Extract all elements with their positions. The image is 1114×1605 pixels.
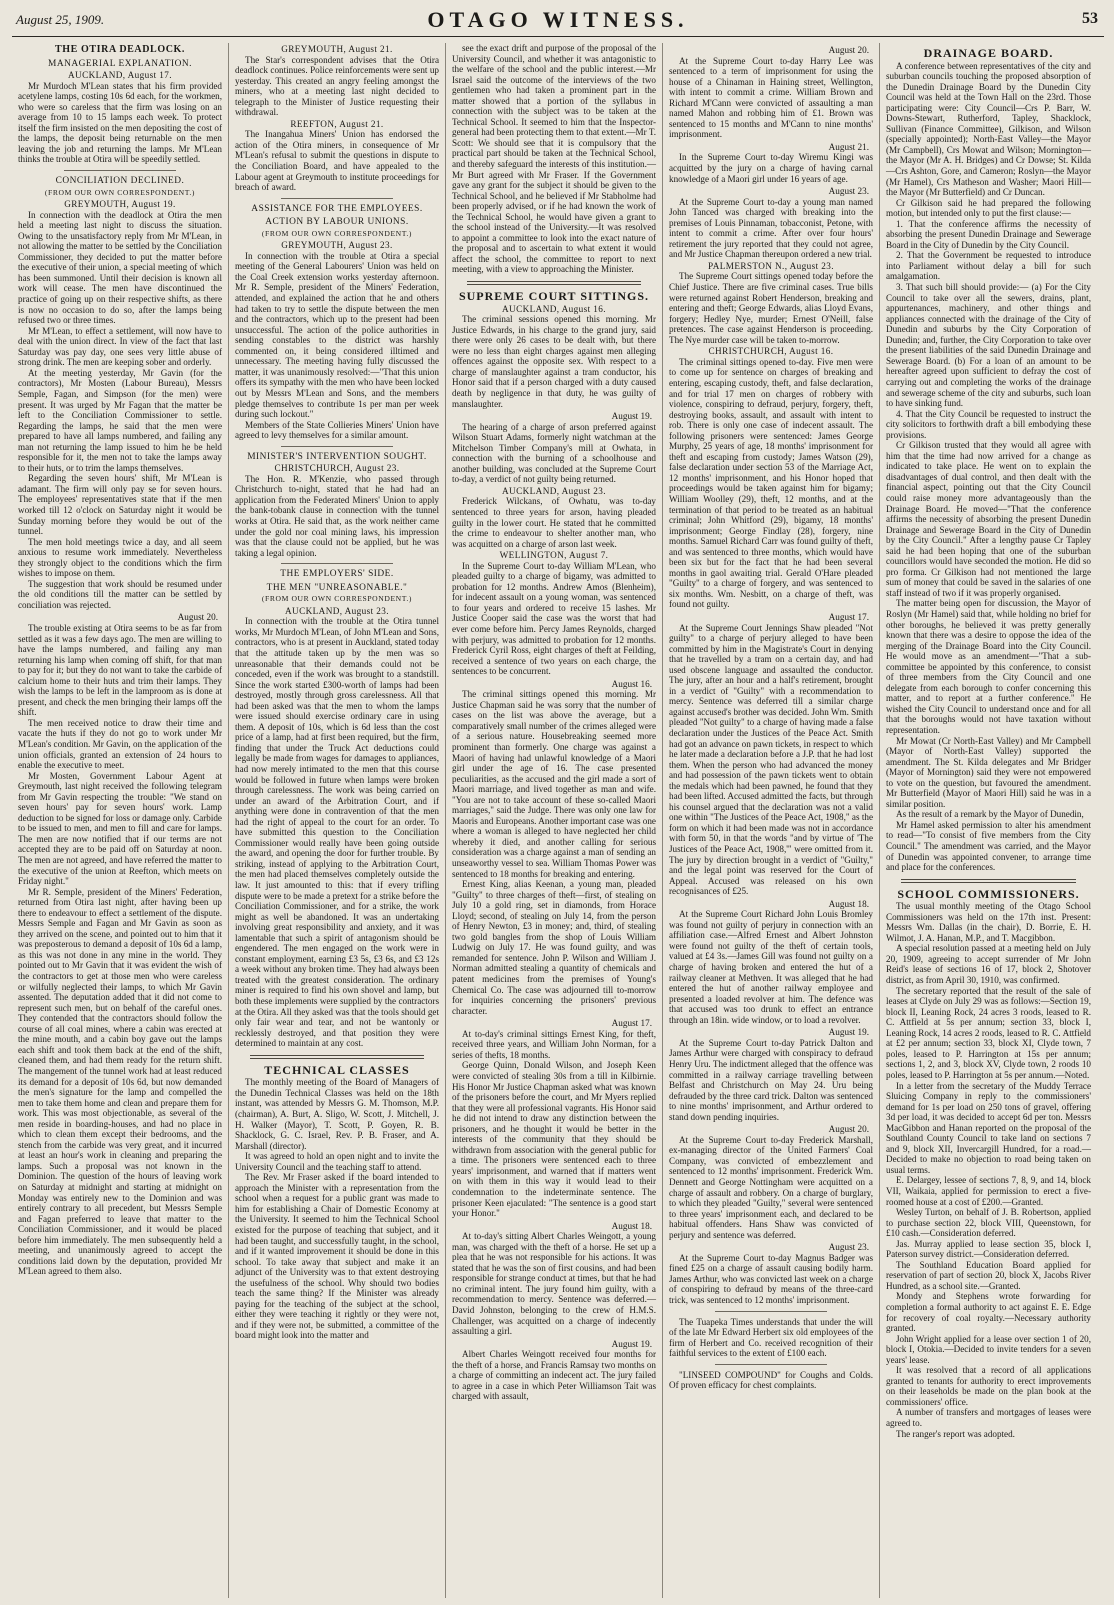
paragraph: George Quinn, Donald Wilson, and Joseph Keen were convicted of stealing 30s from a till in Kilbirnie. His Honor Mr Justice Chapman asked what was known of the prisoners before the court, and Mr Myers replied that they were all professional vagrants. His Honor said he did not intend to draw any distinction between the prisoners, and he thought it would be better in the interests of the community that they should be withdrawn from association with the general public for a time. The prisoners were sentenced each to three years' imprisonment, and warned that if matters went on with them in this way it would lead to their condemnation to the indeterminate sentence. The prisoner Keen ejaculated: "The sentence is a good start your Honor." — [452, 1060, 656, 1219]
paragraph: Mr Mosten, Government Labour Agent at Greymouth, last night received the following telegram from Mr Gavin respecting the trouble: "We stand on seven hours' pay for seven hours' work. Lamp deduction to be signed for loss or damage only. Carbide to be issued to men, and men to fill and care for lamps. The men are now notified that if our terms are not accepted they are to be paid off on Saturday at noon. The men are not agreed, and have referred the matter to the executive of the union at Reefton, which meets on Friday night." — [18, 770, 222, 887]
subhead-managerial: MANAGERIAL EXPLANATION. — [48, 58, 192, 69]
paragraph: The monthly meeting of the Board of Managers of the Dunedin Technical Classes was held on the 18th instant, was attended by Messrs G. M. Thomson, M.P. (chairman), A. Burt, A. Sligo, W. Scott, J. Mitchell, J. H. Walker (Mayor), T. Scott, P. Goyen, R. B. Shacklock, G. C. Israel, Rev. P. B. Fraser, and A. Marshall (director). — [235, 1077, 439, 1151]
paragraph: At the Supreme Court to-day Patrick Dalton and James Arthur were charged with conspiracy to defraud Henry Uru. The indictment alleged that the offence was committed in a railway carriage travelling between Belfast and Christchurch on May 24. Uru being defrauded by the three card trick. Dalton was sentenced to nine months' imprisonment, and Arthur ordered to stand down pending inquiries. — [669, 1037, 873, 1122]
page-header — [12, 6, 1104, 37]
subhead-action: ACTION BY LABOUR UNIONS. — [265, 217, 409, 228]
divider — [64, 170, 176, 171]
paragraph: Cr Gilkison trusted that they would all agree with him that the time had now arrived for a change as indicated to take place. He went on to explain the disadvantages of dual control, and then dealt with the financial aspect, pointing out that the City Council could raise money more advantageously than the Drainage Board. He moved—"That the conference affirms the necessity of absorbing the present Dunedin Drainage and Sewerage Board in the City of Dunedin by the City Council." After a lengthy pause Cr Tapley said he had been hoping that one of the suburban councillors would have seconded the motion. He did so pro forma. Cr Gilkison had not mentioned the large sum of money that could be saved in the salaries of one staff instead of two if it was properly organised. — [886, 440, 1091, 598]
column-container — [12, 43, 1104, 1598]
paragraph: At the Supreme Court to-day a young man named John Tanced was charged with breaking into the premises of Louis Pinnaman, tobacconist, Petone, with intent to commit a crime. After over four hours' retirement the jury reported that they could not agree, and Mr Justice Chapman thereupon ordered a new trial. — [669, 196, 873, 260]
paragraph: At the meeting yesterday, Mr Gavin (for the contractors), Mr Mosten (Labour Bureau), Messrs Semple, Fagan, and Simpson (for the men) were present. It was urged by Mr Fagan that the matter be left to the Conciliation Commissioner to settle. Regarding the lamps, he said that the men were prepared to have all lamps numbered, and failing any man not returning the lamp issued to him he be held responsible for it, the men not to take the lamps away to their huts, or to trim the lamps themselves. — [18, 367, 222, 473]
dateline: August 16. — [611, 678, 652, 689]
paragraph: The men received notice to draw their time and vacate the huts if they do not go to work under Mr M'Lean's condition. Mr Gavin, on the application of the union officials, granted an extension of 24 hours to enable the executive to meet. — [18, 717, 222, 771]
paragraph: It was agreed to hold an open night and to invite the University Council and the teaching staff to attend. — [235, 1151, 439, 1172]
article-title-supreme-court: SUPREME COURT SITTINGS. — [458, 289, 650, 304]
dateline: CHRISTCHURCH, August 23. — [274, 463, 400, 474]
paragraph: In the Supreme Court to-day Wiremu Kingi was acquitted by the jury on a charge of having carnal knowledge of a Maori girl under 16 years of age. — [669, 152, 873, 184]
paragraph: Cr Gilkison said he had prepared the following motion, but intended only to put the first clause:— — [886, 197, 1091, 219]
paragraph: 4. That the City Council be requested to instruct the city solicitors to forthwith draft a bill embodying these provisions. — [886, 408, 1091, 440]
paragraph: The Hon. R. M'Kenzie, who passed through Christchurch to-night, stated that he had had an application from the Federated Miners' Union to apply the bank-tobank clause in connection with the tunnel works at Otira. He said that, as the work neither came under the gold nor coal mining laws, his impression was that the clause could not be applied, but he was taking a legal opinion. — [235, 473, 439, 558]
divider — [281, 446, 393, 447]
article-title-school-commissioners: SCHOOL COMMISSIONERS. — [897, 886, 1080, 901]
source-line: (FROM OUR OWN CORRESPONDENT.) — [261, 594, 413, 604]
dateline: AUCKLAND, August 23. — [502, 485, 606, 496]
article-title-otira: THE OTIRA DEADLOCK. — [54, 44, 186, 55]
dateline: August 18. — [828, 898, 869, 909]
paragraph: John Wright applied for a lease over section 1 of 20, block I, Otokia.—Decided to invite tenders for a seven years' lease. — [886, 1333, 1091, 1365]
paragraph: Frederick Wilckans, of Owhatu, was to-day sentenced to three years for arson, having pleaded guilty in the lower court. He stated that he committed the crime to endeavour to shelter another man, who was acquitted on a charge of arson last week. — [452, 496, 656, 549]
dateline: August 18. — [611, 1220, 652, 1231]
paragraph: Mr Hamel asked permission to alter his amendment to read—"To consist of five members from the City Council." The amendment was carried, and the Mayor of Dunedin was appointed convener, to arrange time and place for the conferences. — [886, 819, 1091, 873]
paragraph: A number of transfers and mortgages of leases were agreed to. — [886, 1407, 1091, 1428]
paragraph: A conference between representatives of the city and suburban councils touching the proposed absorption of the Dunedin Drainage Board by the Dunedin City Council was held at the Town Hall on the 23rd. Those participating were: City Council—Crs P. Barr, W. Downs-Stewart, Rutherford, Tapley, Shacklock, Sullivan (Finance Committee), Gilkison, and Wilson (specially appointed); North-East Valley—the Mayor (Mr Campbell), Crs Mowat and Wilson; Mornington—the Mayor (Mr A. H. Bridges) and Cr Dowse; St. Kilda—Crs Ashton, Gore, and Cameron; Roslyn—the Mayor (Mr Hamel), Crs Matheson and Washer; Maori Hill—the Mayor (Mr Butterfield) and Cr Duncan. — [886, 60, 1091, 198]
paragraph: At the Supreme Court to-day Frederick Marshall, ex-managing director of the United Farmers' Coal Company, was convicted of embezzlement and sentenced to 12 months' imprisonment. Frederick Wm. Dennett and George Nottingham were acquitted on a charge of assault and robbery. On a charge of burglary, to which they pleaded "Guilty," several were sentenced to three years' imprisonment each, and declared to be habitual offenders. Hans Shaw was convicted of perjury and sentence was deferred. — [669, 1134, 873, 1240]
subhead-conciliation: CONCILIATION DECLINED. — [55, 176, 185, 187]
paragraph: Members of the State Collieries Miners' Union have agreed to levy themselves for a similar amount. — [235, 419, 439, 441]
paragraph: The ranger's report was adopted. — [896, 1428, 1015, 1439]
paragraph: The suggestion that work should be resumed under the old conditions till the matter can be settled by conciliation was rejected. — [18, 578, 222, 610]
dateline: AUCKLAND, August 16. — [502, 303, 606, 314]
paragraph: In connection with the trouble at the Otira tunnel works, Mr Murdoch M'Lean, of John M'Lean and Sons, contractors, who is at present in Auckland, stated today that the attitude taken up by the men was so unreasonable that their demands could not be conceded, even if the work was brought to a standstill. Since the work started £300-worth of lamps had been destroyed, mostly through gross carelessness. All that had been asked was that the men to whom the lamps were issued should exercise ordinary care in using them. A deposit of 10s, which is 6d less than the cost price of a lamp, had at first been required, but the firm, finding that under the Truck Act deductions could legally be made from wages for damages to appliances, had now merely intimated to the men that this course would be followed in future when lamps were broken through carelessness. The work was being carried on under an award of the Arbitration Court, and if anything were done in contravention of that the men had the right of appeal to the court for an order. To have submitted this question to the Conciliation Commissioner would really have been going outside the award, and opening the door for further trouble. By striking, instead of applying to the Arbitration Court, the men had placed themselves completely outside the law. It just amounted to this: that if every trifling dispute were to be made a pretext for a strike before the Conciliation Commissioner, and for a strike, the work might as well be abandoned. It was an undertaking involving great responsibility and anxiety, and it was lamentable that such a spirit of antagonism should be engendered. The men engaged on the work were in constant employment, earning £3 5s, £3 6s, and £3 12s a week without any broken time. They had always been treated with the greatest consideration. The ordinary miner is required to find his own shovel and lamp, but both these implements were supplied by the contractors at the Otira. All they asked was that the tools should get only fair wear and tear, and not be wantonly or recklessly destroyed, and that position they were determined to maintain at any cost. — [235, 616, 439, 1049]
paragraph: The hearing of a charge of arson preferred against Wilson Stuart Adams, formerly night watchman at the Mitchelson Timber Company's mill at Owhata, in connection with the burning of a schoolhouse and another building, was concluded at the Supreme Court to-day, a verdict of not guilty being returned. — [452, 421, 656, 485]
dateline: PALMERSTON N., August 23. — [708, 260, 834, 271]
divider — [281, 563, 393, 564]
paragraph: see the exact drift and purpose of the proposal of the University Council, and whether it was antagonistic to the welfare of the school and the public interest.—Mr Israel said the outcome of the interviews of the two gentlemen who had taken a prominent part in the matter showed that a portion of the syllabus in connection with the subject was to be taken at the Technical School. It seemed to him that the Inspector-general had been protecting them to that extent.—Mr T. Scott: We should see that it is compulsory that the practical part should be taken at the Technical School, and thereby safeguard the interests of this institution.—Mr Burt agreed with Mr Fraser. If the Government gave any grant for the subject it should be given to the Technical School, and he believed if Mr Stabholme had been properly advised, or if he had known the work of the Technical School, he would have given a grant to the school instead of the University.—It was resolved to appoint a committee to look into the exact nature of the proposal and to ascertain to what extent it would affect the school, the committee to report to next meeting, with a view to approaching the Minister. — [452, 43, 656, 275]
paragraph: Mr M'Lean, to effect a settlement, will now have to deal with the union direct. In view of the fact that last Saturday was pay day, one sees very little abuse of strong drink. The men are keeping sober and orderly. — [18, 325, 222, 368]
paragraph: Mr R. Semple, president of the Miners' Federation, returned from Otira last night, after having been up there to endeavour to effect a settlement of the dispute. Messrs Semple and Fagan and Mr Gavin as soon as they arrived on the scene, and pointed out to him that it was preposterous to demand a deposit of 10s 6d a lamp, as this was not done in any mine in the world. They pointed out to Mr Gavin that it was evident the wish of the contractors to get at those men who were careless or wilfully neglected their lamps, to which Mr Gavin assented. The deputation added that it did not come to represent such men, but on behalf of the careful ones. They contended that the contractors should follow the course of all coal mines, where a cabin was erected at the mine mouth, and a cabin boy gave out the lamps each shift and took them back at the end of the shift, cleaned them, and had them ready for the return shift. The mangement of the tunnel work had at least reduced its demand for a deposit of 10s 6d, but now demanded the men's signature for the lamp and compelled the men to take them home and clean and prepare them for work. This was most objectionable, as several of the men reside in boarding-houses, and had no place in which to clean them except their bedrooms, and the stench from the carbide was very great, and it incurred at least an hour's work in cleaning and preparing the lamps. Such a proposal was not known in the Dominion. The question of the hours of leaving work on Saturday at midnight and starting at midnight on Monday was entirely new to the Dominion and was entirely contrary to all precedent, but Messrs Semple and Fagan preferred to leave that matter to the Conciliation Commissioner, and it would be placed before him immediately. The men subsequently held a meeting, and unanimously agreed to accept the conditions laid down by the deputation, provided Mr M'Lean agreed to them also. — [18, 886, 223, 1277]
paragraph: The Southland Education Board applied for reservation of part of section 20, block X, Jacobs River Hundred, as a school site.—Granted. — [886, 1259, 1091, 1291]
divider — [281, 198, 393, 199]
double-divider — [250, 1055, 423, 1059]
dateline: CHRISTCHURCH, August 16. — [708, 346, 834, 357]
paragraph: The Star's correspondent advises that the Otira deadlock continues. Police reinforcements were sent up yesterday. This created an angry feeling amongst the miners, who at a meeting last night decided to telegraph to the Minister of Justice requesting their withdrawal. — [235, 54, 439, 118]
dateline: AUCKLAND, August 23. — [285, 605, 389, 616]
paragraph: E. Delargey, lessee of sections 7, 8, 9, and 14, block VII, Waikaia, applied for permission to erect a five-roomed house at a cost of £200.—Granted. — [886, 1175, 1091, 1207]
column-5 — [880, 43, 1097, 1598]
dateline: August 19. — [611, 1338, 652, 1349]
paragraph: As the result of a remark by the Mayor of Dunedin, — [896, 809, 1084, 820]
source-line: (FROM OUR OWN CORRESPONDENT.) — [261, 228, 413, 238]
paragraph: Regarding the seven hours' shift, Mr M'Lean is adamant. The firm will only pay se for seven hours. The employees' representatives state that if the men worked till 12 o'clock on Saturday night it would be Sunday morning before they would be out of the tunnel. — [18, 473, 222, 537]
dateline: August 17. — [828, 611, 869, 622]
subhead-assistance: ASSISTANCE FOR THE EMPLOYEES. — [251, 203, 423, 214]
divider — [715, 1364, 827, 1365]
paragraph: In connection with the deadlock at Otira the men held a meeting last night to discuss the situation. Owing to the unsatisfactory reply from Mr M'Lean, in not allowing the matter to be settled by the Conciliation Commissioner, they decided to put the matter before the executive of their union, a special meeting of which has been summoned. Until their decision is known all work will cease. The men have discontinued the practice of going up on their respective shifts, as there is now no occasion to do so, after the lamps being refused two or three times. — [18, 209, 222, 326]
subhead-unreasonable: THE MEN "UNREASONABLE." — [266, 582, 408, 593]
subhead-employers: THE EMPLOYERS' SIDE. — [280, 569, 394, 580]
paragraph: The criminal sittings opened this morning. Mr Justice Chapman said he was sorry that the number of cases on the list was above the average, but a comparatively small number of the crimes alleged were of a serious nature. Housebreaking seemed more prominent than formerly. One charge was against a Maori of having had unlawful knowledge of a Maori girl under the age of 16. The case presented peculiarities, as the accused and the girl made a sort of Maori marriage, and lived together as man and wife. "You are not to take account of these so-called Maori marriages," said the Judge. There was only one law for Maoris and Europeans. Another important case was one where a woman is alleged to have neglected her child whereby it died, and another calling for serious consideration was a charge against a man of sending an unseaworthy vessel to sea. William Thomas Power was sentenced to 18 months for breaking and entering. — [452, 689, 656, 879]
dateline: August 19. — [828, 1027, 869, 1038]
dateline: August 17. — [611, 1018, 652, 1029]
paragraph: Jas. Murray applied to lease section 35, block I, Paterson survey district.—Consideration deferred. — [886, 1238, 1091, 1260]
column-4 — [663, 43, 880, 1598]
column-3 — [446, 43, 663, 1598]
paragraph: The secretary reported that the result of the sale of leases at Clyde on July 29 was as follows:—Section 19, block II, Leaning Rock, 24 acres 3 roods, leased to R. C. Attfield at 5s per annum; section 33, block I, Leaning Rock, 14 acres 2 roods, leased to R. C. Attfield at £2 per annum; section 33, block XI, Clyde town, 7 poles, leased to P. Harrington at 15s per annum; sections 1, 2, and 3, block XV, Clyde town, 2 roods 10 poles, leased to P. Harrington at 5s per annum.—Noted. — [886, 985, 1091, 1080]
paragraph: Mondy and Stephens wrote forwarding for completion a formal authority to act against E. E. Edge for recovery of coal royalty.—Necessary authority granted. — [886, 1291, 1091, 1334]
dateline: August 20. — [828, 1124, 869, 1135]
paragraph: The Tuapeka Times understands that under the will of the late Mr Edward Herbert six old employees of the firm of Herbert and Co. received recognition of their faithful services to the extent of £100 each. — [669, 1316, 873, 1359]
paragraph: The matter being open for discussion, the Mayor of Roslyn (Mr Hamel) said that, while holding no brief for other boroughs, he believed it was pretty generally known that there was a desire to oppose the idea of the merging of the Drainage Board into the City Council. He would move as an amendment—"That a sub-committee be appointed by this conference, to consist of three members from the City Council and one delegate from each borough to confer concerning this matter, and to report at a further conference." He wished the City Council to understand once and for all that the boroughs would not have taxation without representation. — [886, 598, 1091, 735]
paragraph: A special resolution passed at a meeting held on July 20, 1909, agreeing to accept surrender of Mr John Reid's lease of sections 16 of 17, block 2, Shotover district, as from April 30, 1910, was confirmed. — [886, 943, 1091, 986]
paragraph: At to-day's criminal sittings Ernest King, for theft, received three years, and William John Norman, for a series of thefts, 18 months. — [452, 1028, 656, 1060]
issue-date: August 25, 1909. — [16, 12, 105, 27]
column-1 — [12, 43, 229, 1598]
paragraph: It was resolved that a record of all applications granted to tenants for authority to erect improvements on their leaseholds be made on the plan book at the commissioners' office. — [886, 1365, 1091, 1407]
dateline: AUCKLAND, August 17. — [68, 70, 172, 81]
dateline: WELLINGTON, August 7. — [499, 550, 609, 561]
paragraph: 1. That the conference affirms the necessity of absorbing the present Dunedin Drainage and Sewerage Board in the City of Dunedin by the City Council. — [886, 218, 1091, 250]
paragraph: The Rev. Mr Fraser asked if the board intended to approach the Minister with a representation from the school when a request for a public grant was made to him for establishing a Chair of Domestic Economy at the University. It seemed to him the Technical School existed for the purpose of teaching that subject, and it had been taught, and successfully taught, in the school, and if it wanted improvement it should be done in this school. To take away that subject and make it an adjunct of the University was to that extent destroying the usefulness of the school. Why should two bodies teach the same thing? If the Minister was already paying for the teaching of the subject at the school, either they were teaching it rightly or they were not, and if they were not, be submitted, a committee of the board might look into the matter and — [235, 1172, 439, 1341]
dateline: August 21. — [828, 141, 869, 152]
dateline: August 23. — [828, 1242, 869, 1253]
double-divider — [467, 281, 640, 285]
dateline: August 20. — [828, 45, 869, 55]
paragraph: 2. That the Government be requested to introduce into Parliament without delay a bill for such amalgamation. — [886, 250, 1091, 282]
paragraph: The Inangahua Miners' Union has endorsed the action of the Otira miners, in consequence of Mr M'Lean's refusal to submit the questions in dispute to the Conciliation Board, and have appealed to the Labour agent at Greymouth to institute proceedings for breach of award. — [235, 129, 439, 193]
paragraph: 3. That such bill should provide:— (a) For the City Council to take over all the sewers, drains, plant, appurtenances, machinery, and other things and appliances connected with the drainage of the City of Dunedin and suburbs by the City Corporation of Dunedin; and, further, the City Corporation to take over the present liabilities of the said Dunedin Drainage and Sewerage Board. (b) For a loan of an amount to be hereafter agreed upon sufficient to defray the cost of carrying out and completing the works of the drainage and sewerage scheme of the city and suburbs, such loan to have sinking fund. — [886, 282, 1091, 409]
paragraph: The criminal sessions opened this morning. Mr Justice Edwards, in his charge to the grand jury, said there were only 26 cases to be dealt with, but there were no less than eight charges against men alleging offences against the opposite sex. With respect to a charge of manslaughter against a tram conductor, his Honor said that if a person charged with a duty caused death by negligence in that duty, he was guilty of manslaughter. — [452, 314, 656, 409]
divider — [715, 1311, 827, 1312]
paragraph: At the Supreme Court to-day Magnus Badger was fined £25 on a charge of assault causing bodily harm. James Arthur, who was convicted last week on a charge of conspiring to defraud by means of the three-card trick, was sentenced to 12 months' imprisonment. — [669, 1252, 873, 1305]
paragraph: Mr Mowat (Cr North-East Valley) and Mr Campbell (Mayor of North-East Valley) supported the amendment. The St. Kilda delegates and Mr Bridger (Mayor of Mornington) said they were not empowered to vote on the question, but favoured the amendment. Mr Butterfield (Mayor of Maori Hill) said he was in a similar position. — [886, 735, 1091, 809]
paragraph: The criminal sittings opened to-day. Five men were to come up for sentence on charges of breaking and entering, escaping custody, theft, and false declaration, and for trial 17 men on charges of robbery with violence, conspiring to defraud, perjury, forgery, theft, destroying books, assault, and assault with intent to rob. There is only one case of indecent assault. The following prisoners were sentenced: James George Murphy, 25 years of age, 18 months' imprisonment for theft and escaping from custody; James Watson (29), false declaration under section 53 of the Marriage Act, 12 months' imprisonment, and his Honor hoped that proceedings would be taken against him for bigamy; William Woolley (29), theft, 12 months, and at the termination of that period to be treated as an habitual criminal; John Whitford (29), bigamy, 18 months' imprisonment; George Findlay (28), forgery, nine months. Samuel Richard Carr was found guilty of theft, and was sentenced to three months, which would have been six but for the fact that he had been several months in gaol awaiting trial. Gerald O'Hare pleaded "Guilty" to a charge of forgery, and was sentenced to six months. Wm. Nesbitt, on a charge of theft, was found not guilty. — [669, 356, 873, 610]
column-2 — [229, 43, 446, 1598]
dateline: GREYMOUTH, August 21. — [281, 44, 393, 54]
dateline: REEFTON, August 21. — [290, 118, 384, 129]
dateline: August 19. — [611, 411, 652, 422]
paragraph: The trouble existing at Otira seems to be as far from settled as it was a few days ago. The men are willing to have the lamps numbered, and failing any man returning his lamp when coming off shift, for that man to pay for it; but they do not want to take the carbide of calcium home to their huts and trim their lamps. They wish the lamps to be left in the lamproom as is done at present, and check the men bringing their lamps off the shift. — [18, 622, 222, 718]
paragraph: The usual monthly meeting of the Otago School Commissioners was held on the 17th inst. Present: Messrs Wm. Dallas (in the chair), D. Borrie, E. H. Wilmot, J. A. Hanan, M.P., and T. Macgibbon. — [886, 901, 1091, 943]
paragraph: Mr Murdoch M'Lean states that his firm provided acetylene lamps, costing 10s 6d each, for the workmen, who were so careless that the firm was losing on an average from 10 to 15 lamps each week. To protect itself the firm insisted on the men depositing the cost of the lamps, the deposit being returnable on the men leaving the job and returning the lamps. Mr M'Lean thinks the trouble at Otira will be speedily settled. — [18, 80, 222, 165]
paragraph: Wesley Turton, on behalf of J. B. Robertson, applied to purchase section 22, block VIII, Queenstown, for £10 cash.—Consideration deferred. — [886, 1207, 1091, 1239]
paragraph: The men hold meetings twice a day, and all seem anxious to resume work immediately. Nevertheless they strongly object to the conditions which the firm wishes to impose on them. — [18, 536, 222, 579]
paragraph: In connection with the trouble at Otira a special meeting of the General Labourers' Union was held on the Coal Creek extension works yesterday afternoon. Mr R. Semple, president of the Miners' Federation, attended, and explained the action that he and others had taken to try to settle the dispute between the men and the contractors, which up to the present had been unsuccessful. The action of the police authorities in sending constables to the district was harshly commented on, it being considered illtimed and unnecessary. The meeting having fully discussed the matter, it was unanimously resolved:—"That this union offers its sympathy with the men who have been locked out by Messrs M'Lean and Sons, and the members pledge themselves to contribute 1s per man per week during such lockout." — [235, 250, 439, 420]
paragraph: In a letter from the secretary of the Muddy Terrace Sluicing Company in reply to the commissioners' demand for 1s per load on 250 tons of gravel, offering 3d per load, it was decided to accept 6d per ton. Messrs MacGibbon and Hanan reported on the proposal of the Southland County Council to take land on sections 7 and 9, block XII, Invercargill Hundred, for a road.—Decided to make no objection to road being taken on usual terms. — [886, 1080, 1091, 1175]
source-line: (FROM OUR OWN CORRESPONDENT.) — [44, 187, 196, 197]
dateline: August 23. — [828, 186, 869, 197]
paragraph: Ernest King, alias Keenan, a young man, pleaded "Guilty" to three charges of theft—first, of stealing on July 10 a gold ring, set in diamonds, from Horace Lloyd; second, of stealing on July 14, from the person of Henry Newton, £3 in money; and, third, of stealing two gold bangles from the shop of Louis William Ludwig on July 17. He was found guilty, and was remanded for sentence. John P. Wilson and William J. Norman admitted stealing a quantity of chemicals and patent medicines from the premises of Young's Chemical Co. The case was adjourned till to-morrow for inquiries concerning the prisoners' previous character. — [452, 879, 656, 1016]
subhead-minister: MINISTER'S INTERVENTION SOUGHT. — [247, 451, 427, 462]
paragraph: At to-day's sitting Albert Charles Weingott, a young man, was charged with the theft of a horse. He set up a plea that he was not responsible for his actions. It was stated that he was the son of first cousins, and had been responsible for strange conduct at times, but that he had no criminal intent. The jury found him guilty, with a recommendation to mercy. Sentence was deferred.—David Johnston, belonging to the crew of H.M.S. Challenger, was acquitted on a charge of indecently assaulting a girl. — [452, 1231, 656, 1337]
paragraph: At the Supreme Court Jennings Shaw pleaded "Not guilty" to a charge of perjury alleged to have been committed by him in the Magistrate's Court in denying that he travelled by a tram on a certain day, and had used obscene language and assaulted the conductor. The jury, after an hour and a half's retirement, brought in a verdict of "Guilty" with a recommendation to mercy. Sentence was deferred till a similar charge against accused's brother was decided. John Wm. Smith pleaded "Not guilty" to a charge of having made a false declaration under the Justices of the Peace Act. Smith had got an advance on pawn tickets, in respect to which he later made a declaration before a J.P. that he had lost them. When the person who had advanced the money and had possession of the pawn tickets went to obtain the medals which had been pawned, he found that they had been lifted. Accused admitted the facts, but through his counsel argued that the declaration was not a valid one within "The Justices of the Peace Act, 1908," as the form on which it had been made was not in accordance with form 50, in that the words "and by virtue of 'The Justices of the Peace Act, 1908,'" were omitted from it. The jury by direction brought in a verdict of "Guilty," and the legal point was reserved for the Court of Appeal. Accused was released on his own recognisances of £25. — [669, 622, 873, 897]
article-title-technical: TECHNICAL CLASSES — [264, 1062, 410, 1077]
paragraph: In the Supreme Court to-day William M'Lean, who pleaded guilty to a charge of bigamy, was admitted to probation for 12 months. Andrew Amos (Blenheim), for indecent assault on a young woman, was sentenced to four years and ordered to receive 15 lashes. Mr Justice Cooper said the case was the worst that had ever come before him. Percy James Reynolds, charged with perjury, was admitted to probation for 12 months. Frederick Cyril Ross, eight charges of theft at Feilding, received a sentence of two years on each charge, the sentences to be concurrent. — [452, 560, 656, 677]
paragraph: At the Supreme Court Richard John Louis Bromley was found not guilty of perjury in connection with an affiliation case.—Alfred Ernest and Albert Johnston were found not guilty of the theft of certain tools, valued at £4 3s.—James Gill was found not guilty on a charge of having broken and entered the hut of a railway cleaner at Methven. It was alleged that he had entered the hut of another railway employee and presented a loaded revolver at him. The defence was that accused was too drunk to effect an entrance through an 18in. wide window, or to load a revolver. — [669, 909, 873, 1025]
dateline: GREYMOUTH, August 19. — [64, 199, 176, 210]
advertisement: "LINSEED COMPOUND" for Coughs and Colds. Of proven efficacy for chest complaints. — [669, 1369, 873, 1391]
paragraph: Albert Charles Weingott received four months for the theft of a horse, and Francis Ramsay two months on a charge of committing an indecent act. The jury failed to agree in a case in which Peter Williamson Tait was charged with assault, — [452, 1349, 656, 1402]
dateline: GREYMOUTH, August 23. — [281, 240, 393, 251]
dateline: August 20. — [177, 612, 218, 623]
paragraph: The Supreme Court sittings opened today before the Chief Justice. There are five criminal cases. True bills were returned against Robert Henderson, breaking and entering and theft; George Edwards, alias Lloyd Evans, forgery; Hedley Nye, murder; Ernest O'Neill, false pretences. The case against Henderson is proceeding. The Nye murder case will be taken to-morrow. — [669, 271, 873, 345]
paragraph: At the Supreme Court to-day Harry Lee was sentenced to a term of imprisonment for using the house of a Chinaman in Haining street, Wellington, with intent to commit a crime. William Brown and Richard M'Cann were convicted of assaulting a man named Mahon and robbing him of £1. Brown was sentenced to 15 months and M'Cann to nine months' imprisonment. — [669, 55, 873, 140]
double-divider — [901, 879, 1075, 883]
article-title-drainage: DRAINAGE BOARD. — [923, 46, 1054, 60]
masthead-title: OTAGO WITNESS. — [427, 7, 689, 32]
page-number: 53 — [1082, 10, 1098, 27]
